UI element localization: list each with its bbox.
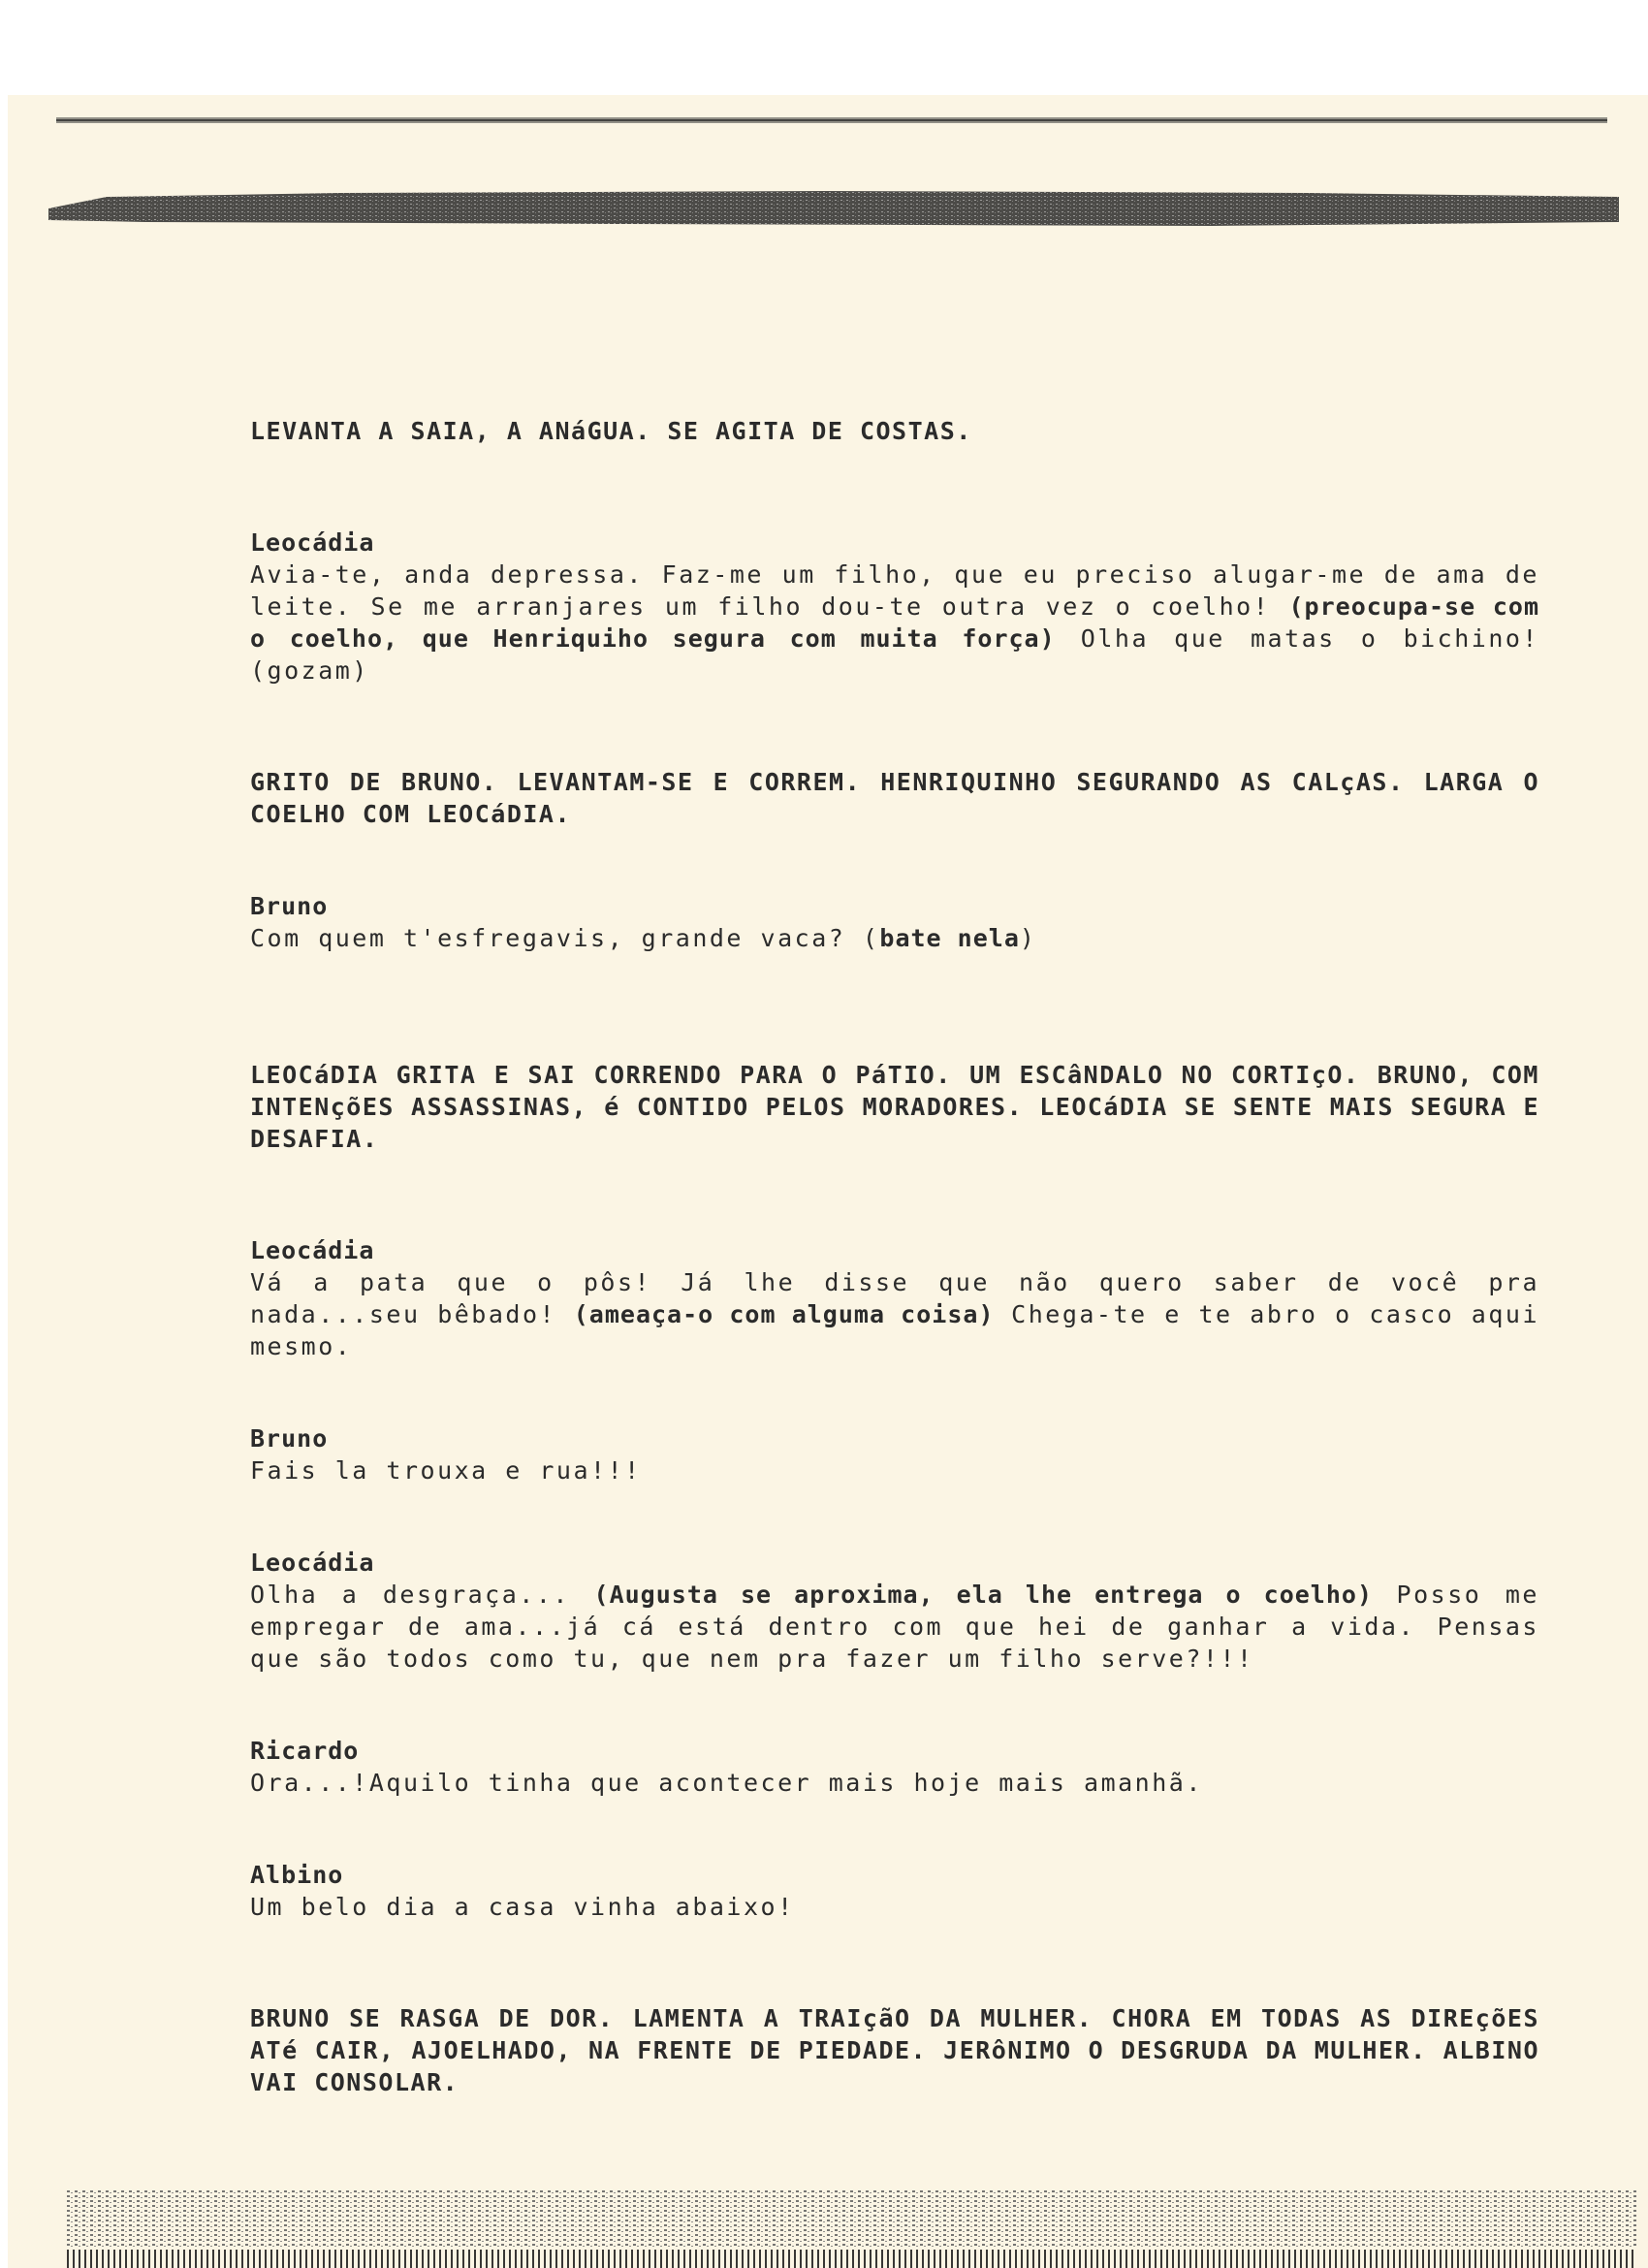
script-page [8,95,1648,2268]
speaker-name: Bruno [250,1424,329,1453]
scan-artifact-top-line [56,114,1607,126]
dialogue-line: Ora...!Aquilo tinha que acontecer mais hoje mais amanhã. [250,1769,1203,1797]
dialogue-line: Um belo dia a casa vinha abaixo! [250,1893,795,1921]
dialogue-line: Com quem t'esfregavis, grande vaca? (bate nela) [250,924,1037,952]
dialogue-line: Olha a desgraça... (Augusta se aproxima, ela lhe entrega o coelho) Posso me empregar de ama...já cá está dentro com que hei de ganhar a vida. Pensas que são todos como tu, que nem pra fazer um filho serve?!!! [250,1581,1539,1673]
speaker-name: Ricardo [250,1737,360,1765]
script-text [250,415,1539,2098]
dialogue-line: Avia-te, anda depressa. Faz-me um filho, que eu preciso alugar-me de ama de leite. Se me arranjares um filho dou-te outra vez o coelho! (preocupa-se com o coelho, que Henriquiho segura com muita força) Olha que matas o bichino! (gozam) [250,560,1539,685]
dialogue-line: Fais la trouxa e rua!!! [250,1456,642,1485]
speaker-name: Leocádia [250,1549,375,1577]
stage-direction-2: GRITO DE BRUNO. LEVANTAM-SE E CORREM. HENRIQUINHO SEGURANDO AS CALçAS. LARGA O COELHO COM LEOCáDIA. [250,768,1539,828]
stage-direction-1: LEVANTA A SAIA, A ANáGUA. SE AGITA DE COSTAS. [250,417,972,445]
scan-artifact-top-band [48,187,1619,226]
speaker-name: Leocádia [250,1236,375,1264]
speaker-name: Leocádia [250,528,375,557]
speaker-name: Albino [250,1861,344,1889]
stage-direction-3: LEOCáDIA GRITA E SAI CORRENDO PARA O PáTIO. UM ESCâNDALO NO CORTIçO. BRUNO, COM INTENçõES ASSASSINAS, é CONTIDO PELOS MORADORES. LEOCáDIA SE SENTE MAIS SEGURA E DESAFIA. [250,1061,1539,1153]
stage-direction-4: BRUNO SE RASGA DE DOR. LAMENTA A TRAIçãO DA MULHER. CHORA EM TODAS AS DIREçõES ATé CAIR, AJOELHADO, NA FRENTE DE PIEDADE. JERôNIMO O DESGRUDA DA MULHER. ALBINO VAI CONSOLAR. [250,2004,1539,2096]
dialogue-line: Vá a pata que o pôs! Já lhe disse que não quero saber de você pra nada...seu bêbado! (ameaça-o com alguma coisa) Chega-te e te abro o casco aqui mesmo. [250,1268,1540,1360]
speaker-name: Bruno [250,892,329,920]
scan-artifact-bottom-band [66,2160,1636,2268]
